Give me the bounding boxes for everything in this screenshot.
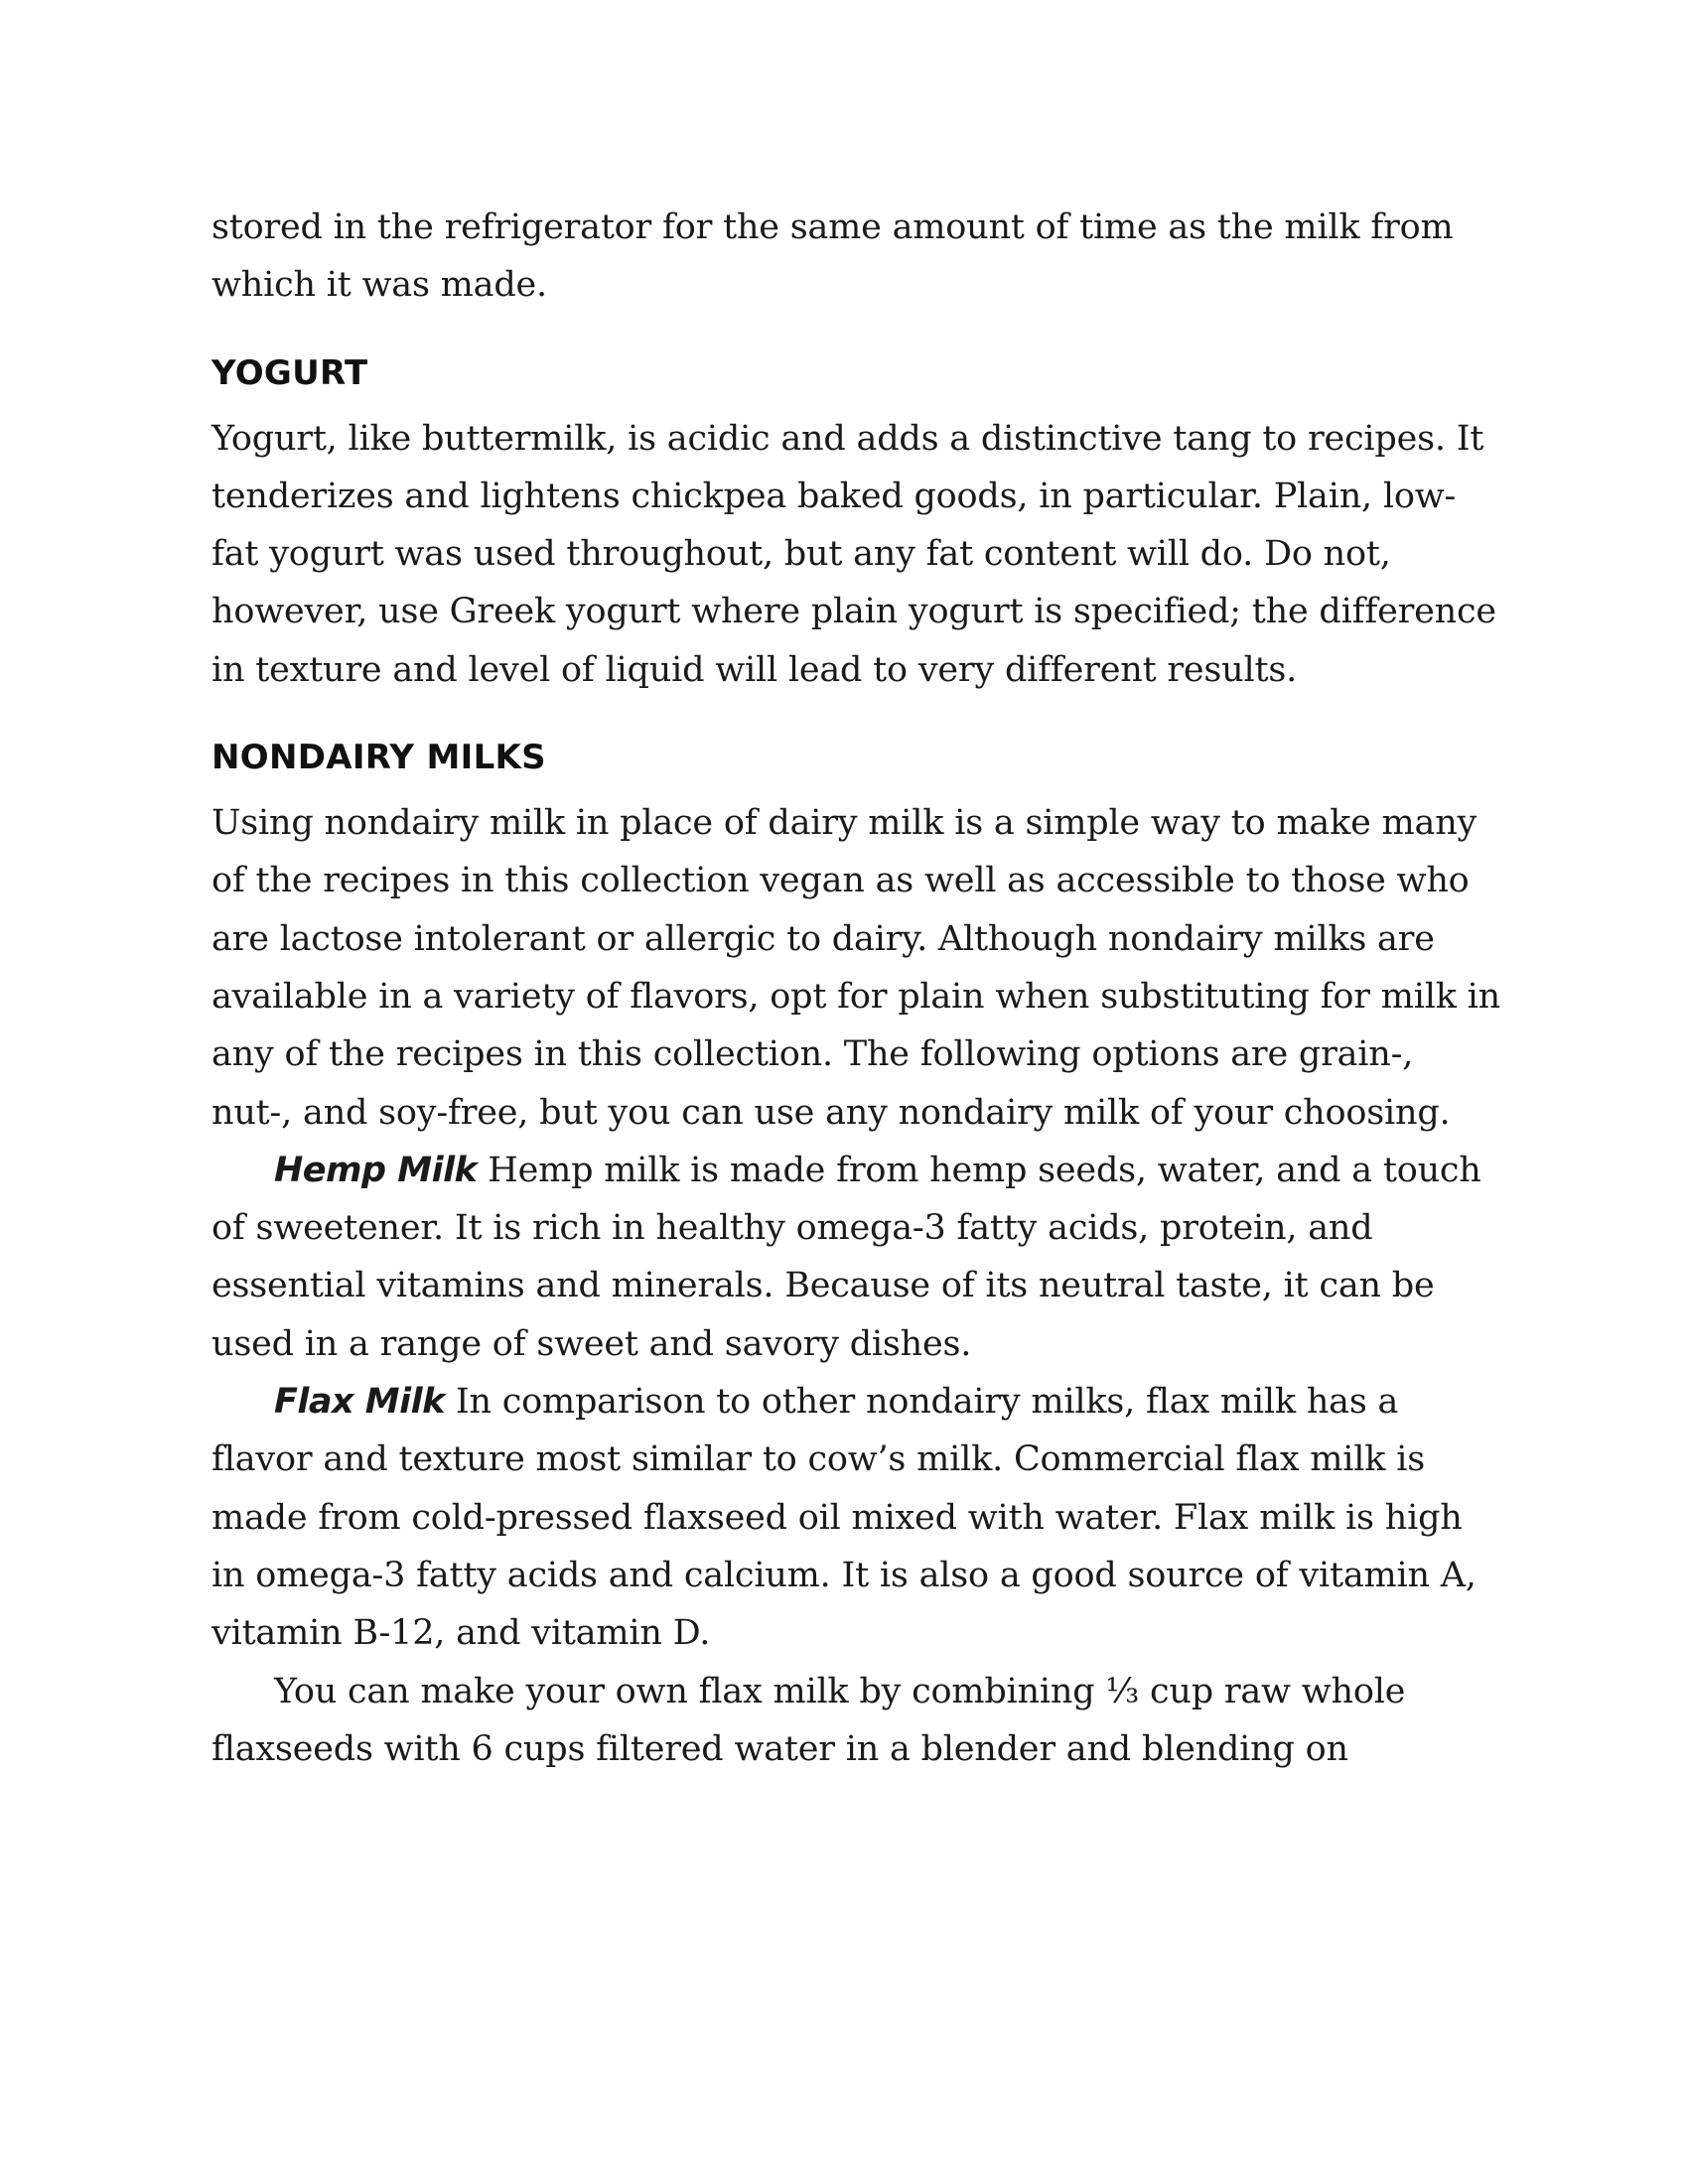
flax-milk-term: Flax Milk bbox=[274, 1382, 445, 1423]
flax-milk-text: In comparison to other nondairy milks, flax milk has a flavor and texture most similar to cow’s milk. Commercial flax milk is made from cold-pressed flaxseed oil mixed with water. Flax milk is high in omega-3 fatty acids and calcium. It is also a good source of vitamin A, vitamin B-12, and vitamin D. bbox=[211, 1382, 1477, 1654]
flax-milk-paragraph bbox=[211, 1373, 1502, 1662]
yogurt-paragraph: Yogurt, like buttermilk, is acidic and adds a distinctive tang to recipes. It tenderizes and lightens chickpea baked goods, in particular. Plain, low-fat yogurt was used throughout, but any fat content will do. Do not, however, use Greek yogurt where plain yogurt is specified; the difference in texture and level of liquid will lead to very different results. bbox=[211, 418, 1496, 690]
document-page bbox=[211, 199, 1502, 1778]
hemp-milk-text: Hemp milk is made from hemp seeds, water, and a touch of sweetener. It is rich in healthy omega-3 fatty acids, protein, and essential vitamins and minerals. Because of its neutral taste, it can be used in a range of sweet and savory dishes. bbox=[211, 1150, 1481, 1364]
nondairy-milks-heading: NONDAIRY MILKS bbox=[211, 738, 546, 778]
hemp-milk-term: Hemp Milk bbox=[274, 1150, 478, 1190]
continuation-paragraph: stored in the refrigerator for the same amount of time as the milk from which it was made. bbox=[211, 207, 1454, 306]
homemade-flax-milk-paragraph: You can make your own flax milk by combining ⅓ cup raw whole flaxseeds with 6 cups filtered water in a blender and blending on bbox=[211, 1671, 1406, 1769]
yogurt-heading: YOGURT bbox=[211, 352, 368, 393]
nondairy-intro-paragraph: Using nondairy milk in place of dairy milk is a simple way to make many of the recipes in this collection vegan as well as accessible to those who are lactose intolerant or allergic to dairy. Although nondairy milks are available in a variety of flavors, opt for plain when substituting for milk in any of the recipes in this collection. The following options are grain-, nut-, and soy-free, but you can use any nondairy milk of your choosing. bbox=[211, 803, 1500, 1133]
hemp-milk-paragraph bbox=[211, 1142, 1502, 1373]
